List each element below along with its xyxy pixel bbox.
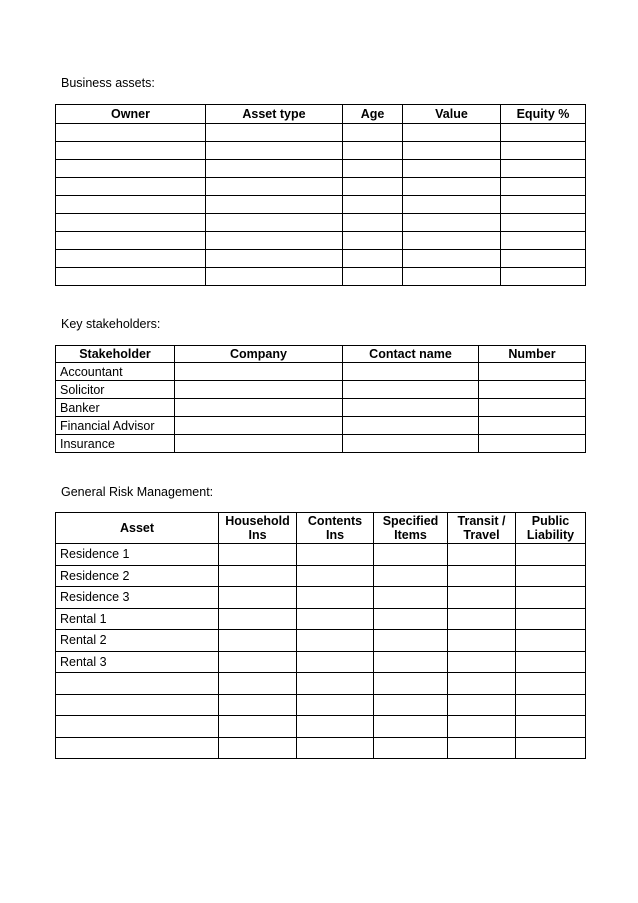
table-cell[interactable] [297, 544, 374, 566]
table-cell[interactable] [56, 214, 206, 232]
table-cell[interactable] [343, 268, 403, 286]
column-header-contents-ins: Contents Ins [297, 513, 374, 544]
table-row [56, 544, 586, 566]
table-cell[interactable] [175, 399, 343, 417]
column-header-value: Value [403, 105, 501, 124]
table-row [56, 565, 586, 587]
table-cell[interactable] [219, 565, 297, 587]
table-header-row [56, 346, 586, 363]
business-assets-label: Business assets: [61, 76, 155, 90]
table-cell[interactable] [403, 160, 501, 178]
table-cell[interactable] [448, 565, 516, 587]
table-cell[interactable] [479, 363, 586, 381]
table-cell[interactable] [175, 435, 343, 453]
table-cell[interactable] [374, 694, 448, 716]
table-row [56, 694, 586, 716]
table-cell[interactable] [343, 435, 479, 453]
table-cell[interactable] [219, 651, 297, 673]
table-cell[interactable] [343, 417, 479, 435]
table-cell[interactable] [206, 142, 343, 160]
table-row [56, 673, 586, 695]
table-cell[interactable] [516, 673, 586, 695]
table-cell[interactable] [403, 232, 501, 250]
column-header-contact-name: Contact name [343, 346, 479, 363]
table-row [56, 608, 586, 630]
table-row [56, 399, 586, 417]
column-header-household-ins: Household Ins [219, 513, 297, 544]
table-cell[interactable] [297, 673, 374, 695]
table-cell[interactable] [56, 142, 206, 160]
table-cell[interactable] [219, 544, 297, 566]
table-cell[interactable] [374, 716, 448, 738]
table-cell[interactable] [297, 630, 374, 652]
table-row [56, 232, 586, 250]
general-risk-table [55, 512, 586, 759]
table-cell[interactable] [219, 716, 297, 738]
table-cell[interactable] [501, 196, 586, 214]
table-cell[interactable] [516, 737, 586, 759]
table-cell[interactable] [297, 651, 374, 673]
table-cell[interactable] [374, 608, 448, 630]
table-cell[interactable] [206, 124, 343, 142]
table-cell[interactable] [374, 673, 448, 695]
table-row [56, 651, 586, 673]
table-cell[interactable] [56, 250, 206, 268]
table-cell[interactable] [448, 544, 516, 566]
table-cell[interactable] [374, 565, 448, 587]
table-cell[interactable]: Accountant [56, 363, 175, 381]
table-row [56, 630, 586, 652]
table-cell[interactable] [206, 178, 343, 196]
table-cell[interactable] [343, 142, 403, 160]
key-stakeholders-label: Key stakeholders: [61, 317, 161, 331]
table-cell[interactable]: Banker [56, 399, 175, 417]
table-cell[interactable] [206, 250, 343, 268]
table-cell[interactable] [501, 268, 586, 286]
table-cell[interactable]: Residence 3 [56, 587, 219, 609]
table-cell[interactable] [206, 214, 343, 232]
column-header-public-liability: Public Liability [516, 513, 586, 544]
table-row [56, 178, 586, 196]
table-cell[interactable] [516, 630, 586, 652]
column-header-owner: Owner [56, 105, 206, 124]
table-row [56, 716, 586, 738]
table-cell[interactable] [516, 587, 586, 609]
table-cell[interactable] [343, 363, 479, 381]
table-cell[interactable] [343, 196, 403, 214]
column-header-stakeholder: Stakeholder [56, 346, 175, 363]
table-cell[interactable] [403, 142, 501, 160]
table-cell[interactable] [501, 160, 586, 178]
table-cell[interactable] [403, 214, 501, 232]
column-header-equity: Equity % [501, 105, 586, 124]
table-cell[interactable] [448, 608, 516, 630]
business-assets-table [55, 104, 586, 286]
table-row [56, 587, 586, 609]
key-stakeholders-table [55, 345, 586, 453]
table-cell[interactable] [501, 124, 586, 142]
table-cell[interactable] [516, 565, 586, 587]
column-header-number: Number [479, 346, 586, 363]
table-cell[interactable] [374, 544, 448, 566]
table-cell[interactable] [448, 716, 516, 738]
table-cell[interactable] [297, 716, 374, 738]
table-cell[interactable]: Residence 1 [56, 544, 219, 566]
column-header-transit-travel: Transit / Travel [448, 513, 516, 544]
table-cell[interactable] [297, 587, 374, 609]
table-cell[interactable] [374, 737, 448, 759]
table-cell[interactable]: Financial Advisor [56, 417, 175, 435]
table-cell[interactable] [501, 214, 586, 232]
table-cell[interactable] [448, 694, 516, 716]
table-row [56, 268, 586, 286]
column-header-asset: Asset [56, 513, 219, 544]
table-cell[interactable] [206, 268, 343, 286]
table-cell[interactable] [297, 565, 374, 587]
table-cell[interactable] [374, 651, 448, 673]
table-cell[interactable] [175, 381, 343, 399]
table-cell[interactable] [219, 694, 297, 716]
table-cell[interactable] [56, 196, 206, 214]
table-cell[interactable] [479, 399, 586, 417]
table-cell[interactable] [403, 178, 501, 196]
table-row [56, 417, 586, 435]
table-cell[interactable] [479, 381, 586, 399]
table-cell[interactable] [403, 268, 501, 286]
table-row [56, 363, 586, 381]
table-cell[interactable] [516, 608, 586, 630]
table-row [56, 737, 586, 759]
table-cell[interactable] [479, 417, 586, 435]
table-cell[interactable] [297, 608, 374, 630]
column-header-age: Age [343, 105, 403, 124]
table-cell[interactable] [56, 232, 206, 250]
table-cell[interactable] [219, 608, 297, 630]
table-cell[interactable] [516, 651, 586, 673]
table-cell[interactable] [343, 232, 403, 250]
table-cell[interactable] [219, 587, 297, 609]
table-cell[interactable] [206, 196, 343, 214]
table-row [56, 160, 586, 178]
table-cell[interactable] [403, 196, 501, 214]
table-row [56, 435, 586, 453]
table-cell[interactable] [343, 214, 403, 232]
table-cell[interactable]: Insurance [56, 435, 175, 453]
table-cell[interactable] [56, 178, 206, 196]
table-cell[interactable] [343, 399, 479, 417]
table-cell[interactable]: Rental 2 [56, 630, 219, 652]
table-cell[interactable] [516, 716, 586, 738]
table-cell[interactable] [516, 694, 586, 716]
table-header-row [56, 513, 586, 544]
table-cell[interactable] [374, 630, 448, 652]
table-cell[interactable] [448, 587, 516, 609]
table-cell[interactable] [56, 160, 206, 178]
table-header-row [56, 105, 586, 124]
table-cell[interactable] [448, 673, 516, 695]
table-row [56, 214, 586, 232]
table-cell[interactable] [501, 250, 586, 268]
table-cell[interactable] [206, 160, 343, 178]
table-cell[interactable] [343, 250, 403, 268]
table-cell[interactable] [206, 232, 343, 250]
table-cell[interactable] [56, 673, 219, 695]
table-cell[interactable] [448, 651, 516, 673]
table-cell[interactable] [374, 587, 448, 609]
table-row [56, 142, 586, 160]
table-cell[interactable] [501, 142, 586, 160]
table-cell[interactable] [175, 417, 343, 435]
table-cell[interactable] [501, 232, 586, 250]
table-cell[interactable]: Rental 3 [56, 651, 219, 673]
table-cell[interactable] [219, 737, 297, 759]
column-header-asset-type: Asset type [206, 105, 343, 124]
table-cell[interactable] [448, 737, 516, 759]
general-risk-label: General Risk Management: [61, 485, 214, 499]
table-cell[interactable] [175, 363, 343, 381]
table-cell[interactable] [56, 694, 219, 716]
table-cell[interactable]: Residence 2 [56, 565, 219, 587]
table-cell[interactable] [501, 178, 586, 196]
table-cell[interactable] [56, 716, 219, 738]
table-cell[interactable] [297, 694, 374, 716]
table-cell[interactable] [219, 673, 297, 695]
table-cell[interactable] [448, 630, 516, 652]
table-cell[interactable]: Rental 1 [56, 608, 219, 630]
table-row [56, 196, 586, 214]
table-row [56, 250, 586, 268]
column-header-company: Company [175, 346, 343, 363]
table-cell[interactable] [403, 124, 501, 142]
table-cell[interactable] [343, 124, 403, 142]
column-header-specified-items: Specified Items [374, 513, 448, 544]
table-cell[interactable] [343, 178, 403, 196]
table-cell[interactable] [516, 544, 586, 566]
table-cell[interactable] [297, 737, 374, 759]
table-cell[interactable] [56, 268, 206, 286]
table-row [56, 124, 586, 142]
table-cell[interactable] [219, 630, 297, 652]
table-cell[interactable] [479, 435, 586, 453]
table-cell[interactable] [56, 124, 206, 142]
table-row [56, 381, 586, 399]
table-cell[interactable] [343, 160, 403, 178]
table-cell[interactable] [56, 737, 219, 759]
table-cell[interactable] [343, 381, 479, 399]
table-cell[interactable] [403, 250, 501, 268]
table-cell[interactable]: Solicitor [56, 381, 175, 399]
